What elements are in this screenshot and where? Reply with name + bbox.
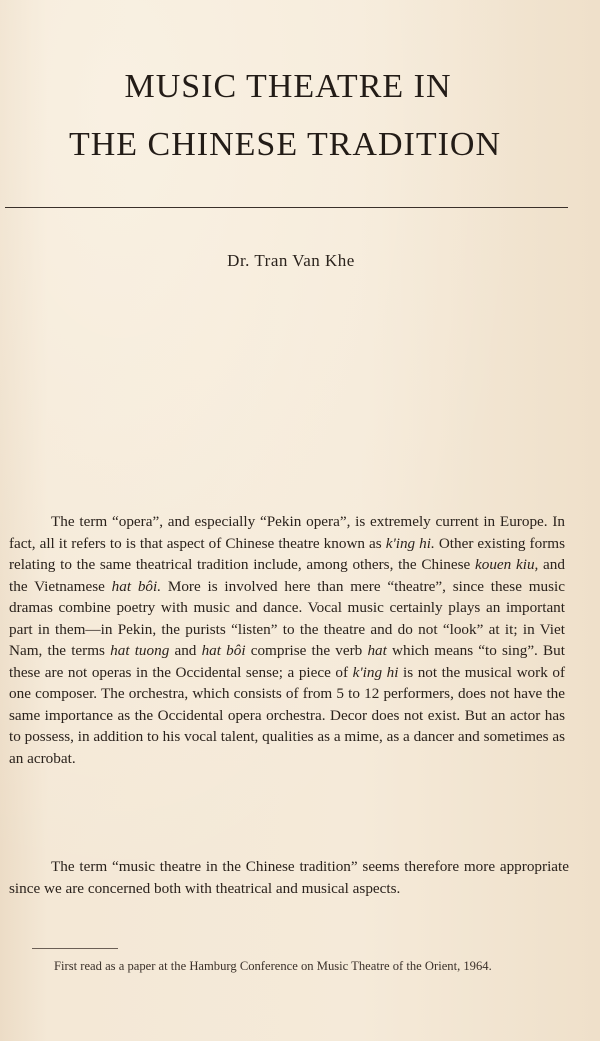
term-king-hi: k'ing hi. (385, 534, 435, 552)
title-line-2: THE CHINESE TRADITION (68, 126, 502, 163)
term-hat: hat (367, 642, 387, 659)
title-line-1: MUSIC THEATRE IN (124, 68, 452, 105)
author-name: Dr. Tran Van Khe (227, 251, 355, 270)
title-divider (5, 207, 568, 208)
footnote-divider (32, 948, 118, 949)
term-kouen-kiu: kouen kiu, (475, 556, 539, 573)
p1-text-1: The term “opera”, and especially “Pekin opera”, is extremely current in Europe. In fact, all it refers to is that aspect of Chinese theatre known as (9, 513, 565, 552)
p1-text-7: which means “to sing”. But these are not operas in the Occidental sense; a piece of (9, 642, 565, 681)
p1-text-8: is not the musical work of one composer. The orchestra, which consists of from 5 to 12 performers, does not have the same importance as the Occidental opera orchestra. Decor does not exist. But an actor has to possess, in addition to his vocal talent, qualities as a mime, as a dancer and sometimes as an acrobat. (9, 663, 565, 767)
term-hat-tuong: hat tuong (110, 642, 170, 659)
p1-text-6: comprise the verb (245, 642, 368, 659)
term-king-hi-2: k'ing hi (352, 663, 399, 681)
p1-text-5: and (169, 642, 202, 659)
p1-text-3: and the Vietnamese (9, 556, 565, 595)
footnote: First read as a paper at the Hamburg Conference on Music Theatre of the Orient, 1964. (54, 959, 492, 973)
term-hat-boi: hat bôi. (111, 577, 162, 595)
term-hat-boi-2: hat bôi (201, 642, 246, 659)
paragraph-2: The term “music theatre in the Chinese tradition” seems therefore more appropriate since we are concerned both with theatrical and musical aspects. (9, 858, 569, 897)
paragraph-1 (9, 511, 565, 769)
p1-text-4: More is involved here than mere “theatre”, since these music dramas combine poetry with music and dance. Vocal music certainly plays an important part in them—in Pekin, the purists “listen” to the theatre and do not “look” at it; in Viet Nam, the terms (9, 577, 565, 659)
p1-text-2: Other existing forms relating to the same theatrical tradition include, among others, the Chinese (9, 534, 565, 573)
